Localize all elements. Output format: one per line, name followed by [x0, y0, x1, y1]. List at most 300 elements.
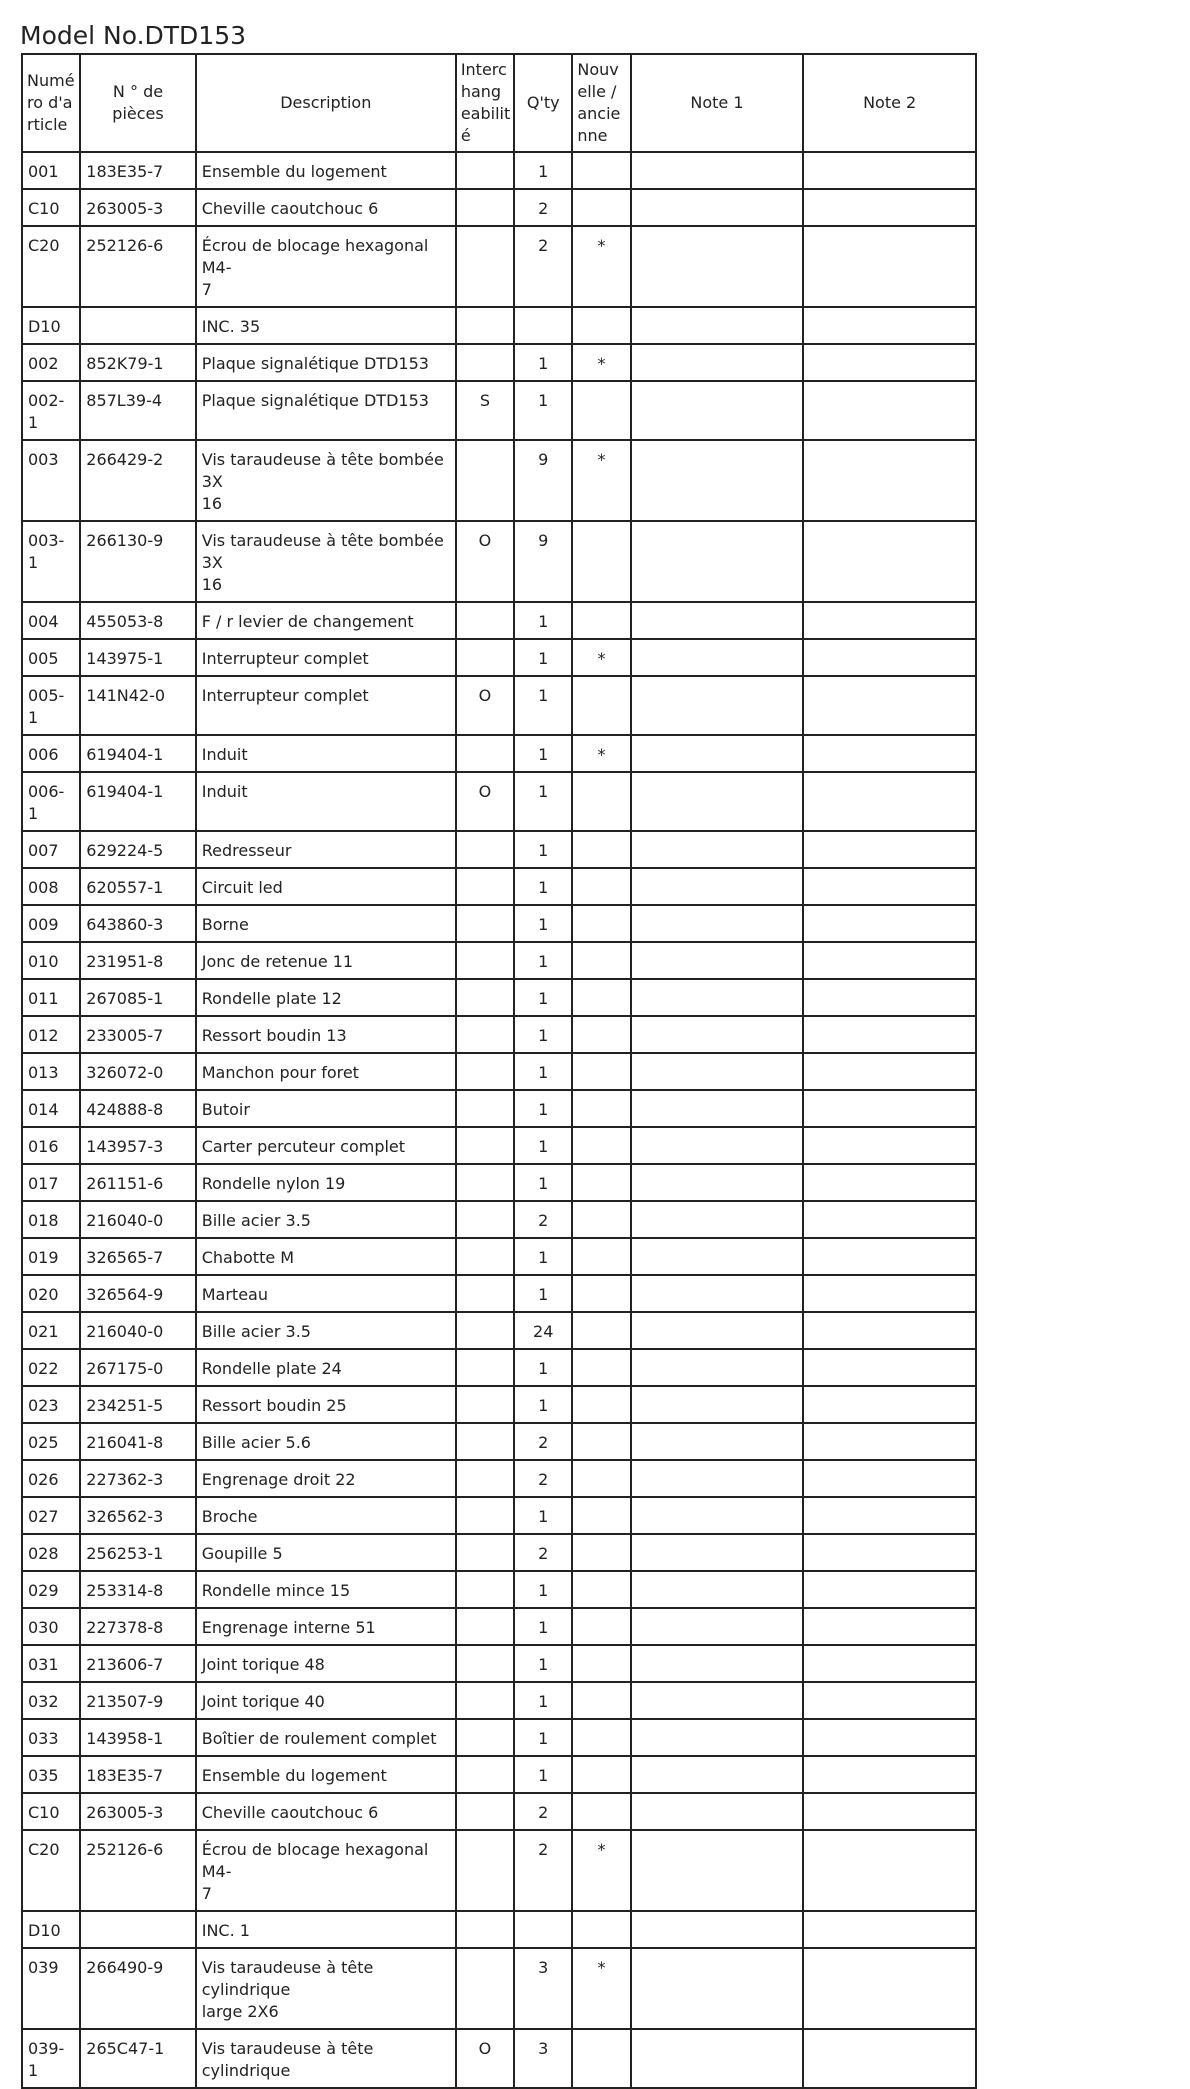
- cell-item-number: 016: [22, 1127, 80, 1164]
- cell-note-1: [631, 979, 804, 1016]
- cell-new-old: [572, 1534, 630, 1571]
- cell-quantity: 1: [514, 1090, 572, 1127]
- cell-description: Engrenage droit 22: [196, 1460, 456, 1497]
- cell-note-2: [803, 676, 976, 735]
- cell-quantity: 1: [514, 676, 572, 735]
- table-row: [22, 1164, 976, 1201]
- cell-interchangeability: [456, 1682, 514, 1719]
- cell-quantity: 1: [514, 1497, 572, 1534]
- table-row: [22, 521, 976, 602]
- cell-quantity: [514, 307, 572, 344]
- cell-part-number: 233005-7: [80, 1016, 195, 1053]
- cell-note-1: [631, 307, 804, 344]
- cell-quantity: 2: [514, 226, 572, 307]
- cell-quantity: 2: [514, 1460, 572, 1497]
- cell-item-number: 006: [22, 735, 80, 772]
- cell-note-2: [803, 735, 976, 772]
- cell-part-number: [80, 307, 195, 344]
- cell-interchangeability: [456, 602, 514, 639]
- cell-quantity: 2: [514, 1793, 572, 1830]
- cell-new-old: [572, 1423, 630, 1460]
- header-description: Description: [196, 54, 456, 152]
- page-title: Model No.DTD153: [20, 21, 247, 50]
- cell-description: Carter percuteur complet: [196, 1127, 456, 1164]
- cell-note-2: [803, 2029, 976, 2088]
- cell-new-old: [572, 905, 630, 942]
- table-row: [22, 226, 976, 307]
- cell-interchangeability: [456, 1349, 514, 1386]
- cell-new-old: [572, 979, 630, 1016]
- header-note-1: Note 1: [631, 54, 804, 152]
- cell-quantity: 1: [514, 1645, 572, 1682]
- header-part-number: N ° de pièces: [80, 54, 195, 152]
- cell-part-number: 263005-3: [80, 1793, 195, 1830]
- cell-note-2: [803, 1645, 976, 1682]
- table-row: [22, 381, 976, 440]
- cell-part-number: 143975-1: [80, 639, 195, 676]
- cell-new-old: [572, 1793, 630, 1830]
- cell-interchangeability: [456, 1608, 514, 1645]
- cell-interchangeability: [456, 1719, 514, 1756]
- cell-description: Redresseur: [196, 831, 456, 868]
- cell-item-number: 005-1: [22, 676, 80, 735]
- cell-description: Ensemble du logement: [196, 1756, 456, 1793]
- cell-quantity: 1: [514, 1571, 572, 1608]
- cell-quantity: 1: [514, 1386, 572, 1423]
- table-row: [22, 1386, 976, 1423]
- cell-quantity: 1: [514, 1349, 572, 1386]
- table-row: [22, 1756, 976, 1793]
- cell-note-2: [803, 1090, 976, 1127]
- cell-interchangeability: [456, 1830, 514, 1911]
- cell-note-1: [631, 1349, 804, 1386]
- cell-part-number: 263005-3: [80, 189, 195, 226]
- cell-part-number: 265C47-1: [80, 2029, 195, 2088]
- cell-new-old: [572, 1497, 630, 1534]
- table-row: [22, 979, 976, 1016]
- cell-new-old: *: [572, 735, 630, 772]
- cell-interchangeability: [456, 226, 514, 307]
- table-row: [22, 1238, 976, 1275]
- cell-note-2: [803, 905, 976, 942]
- cell-new-old: [572, 1053, 630, 1090]
- cell-note-2: [803, 1386, 976, 1423]
- cell-part-number: 216040-0: [80, 1312, 195, 1349]
- cell-interchangeability: [456, 1645, 514, 1682]
- cell-part-number: 213606-7: [80, 1645, 195, 1682]
- cell-interchangeability: O: [456, 521, 514, 602]
- cell-note-2: [803, 639, 976, 676]
- cell-note-2: [803, 1275, 976, 1312]
- cell-new-old: *: [572, 1830, 630, 1911]
- cell-item-number: 032: [22, 1682, 80, 1719]
- cell-note-2: [803, 1201, 976, 1238]
- cell-description: Bille acier 3.5: [196, 1312, 456, 1349]
- cell-description: Vis taraudeuse à tête cylindrique: [196, 2029, 456, 2088]
- cell-note-2: [803, 521, 976, 602]
- cell-part-number: 266429-2: [80, 440, 195, 521]
- cell-quantity: 1: [514, 1127, 572, 1164]
- cell-interchangeability: [456, 344, 514, 381]
- cell-note-2: [803, 1793, 976, 1830]
- cell-quantity: 1: [514, 152, 572, 189]
- cell-note-2: [803, 1127, 976, 1164]
- cell-interchangeability: [456, 1016, 514, 1053]
- cell-note-2: [803, 868, 976, 905]
- cell-interchangeability: [456, 735, 514, 772]
- cell-interchangeability: [456, 1275, 514, 1312]
- cell-quantity: 1: [514, 1719, 572, 1756]
- cell-item-number: 026: [22, 1460, 80, 1497]
- cell-description: Écrou de blocage hexagonal M4- 7: [196, 1830, 456, 1911]
- cell-new-old: [572, 521, 630, 602]
- table-row: [22, 772, 976, 831]
- cell-note-1: [631, 1756, 804, 1793]
- cell-new-old: [572, 1312, 630, 1349]
- table-row: [22, 344, 976, 381]
- cell-note-2: [803, 1608, 976, 1645]
- cell-note-2: [803, 1460, 976, 1497]
- cell-new-old: [572, 676, 630, 735]
- table-row: [22, 1911, 976, 1948]
- cell-note-2: [803, 1497, 976, 1534]
- cell-new-old: *: [572, 639, 630, 676]
- cell-item-number: C20: [22, 1830, 80, 1911]
- cell-description: Rondelle mince 15: [196, 1571, 456, 1608]
- cell-new-old: [572, 1127, 630, 1164]
- cell-note-2: [803, 1423, 976, 1460]
- cell-new-old: [572, 1164, 630, 1201]
- cell-description: INC. 35: [196, 307, 456, 344]
- cell-new-old: [572, 1386, 630, 1423]
- cell-description: Goupille 5: [196, 1534, 456, 1571]
- cell-quantity: 1: [514, 1238, 572, 1275]
- cell-item-number: 003-1: [22, 521, 80, 602]
- table-row: [22, 1682, 976, 1719]
- cell-item-number: 005: [22, 639, 80, 676]
- cell-quantity: 1: [514, 639, 572, 676]
- cell-description: Vis taraudeuse à tête bombée 3X 16: [196, 521, 456, 602]
- cell-part-number: 253314-8: [80, 1571, 195, 1608]
- cell-part-number: 141N42-0: [80, 676, 195, 735]
- cell-note-1: [631, 1386, 804, 1423]
- cell-interchangeability: [456, 868, 514, 905]
- cell-quantity: [514, 1911, 572, 1948]
- cell-note-2: [803, 1911, 976, 1948]
- table-row: [22, 1201, 976, 1238]
- cell-note-2: [803, 1682, 976, 1719]
- cell-new-old: [572, 868, 630, 905]
- cell-new-old: [572, 1571, 630, 1608]
- cell-note-2: [803, 772, 976, 831]
- cell-note-1: [631, 1645, 804, 1682]
- cell-interchangeability: [456, 1793, 514, 1830]
- cell-quantity: 3: [514, 1948, 572, 2029]
- cell-quantity: 1: [514, 381, 572, 440]
- cell-interchangeability: [456, 1053, 514, 1090]
- cell-description: Joint torique 48: [196, 1645, 456, 1682]
- header-quantity: Q'ty: [514, 54, 572, 152]
- cell-interchangeability: O: [456, 772, 514, 831]
- cell-quantity: 1: [514, 868, 572, 905]
- cell-description: Joint torique 40: [196, 1682, 456, 1719]
- cell-new-old: [572, 189, 630, 226]
- cell-note-2: [803, 152, 976, 189]
- cell-interchangeability: [456, 1312, 514, 1349]
- cell-item-number: 039-1: [22, 2029, 80, 2088]
- cell-part-number: 620557-1: [80, 868, 195, 905]
- cell-description: Ressort boudin 13: [196, 1016, 456, 1053]
- cell-description: Marteau: [196, 1275, 456, 1312]
- cell-note-1: [631, 905, 804, 942]
- cell-note-2: [803, 1830, 976, 1911]
- cell-quantity: 1: [514, 905, 572, 942]
- cell-note-1: [631, 602, 804, 639]
- cell-item-number: 013: [22, 1053, 80, 1090]
- cell-description: Rondelle plate 24: [196, 1349, 456, 1386]
- table-row: [22, 1053, 976, 1090]
- cell-note-2: [803, 1349, 976, 1386]
- cell-item-number: 028: [22, 1534, 80, 1571]
- cell-item-number: 004: [22, 602, 80, 639]
- cell-note-2: [803, 381, 976, 440]
- cell-description: Induit: [196, 772, 456, 831]
- cell-note-1: [631, 676, 804, 735]
- cell-item-number: C10: [22, 1793, 80, 1830]
- table-header-row: [22, 54, 976, 152]
- cell-note-1: [631, 1719, 804, 1756]
- cell-quantity: 9: [514, 521, 572, 602]
- cell-interchangeability: [456, 1948, 514, 2029]
- cell-note-2: [803, 1164, 976, 1201]
- cell-part-number: 183E35-7: [80, 152, 195, 189]
- cell-new-old: [572, 2029, 630, 2088]
- cell-description: Cheville caoutchouc 6: [196, 189, 456, 226]
- table-row: [22, 1534, 976, 1571]
- table-row: [22, 639, 976, 676]
- cell-note-1: [631, 1016, 804, 1053]
- cell-part-number: 455053-8: [80, 602, 195, 639]
- cell-item-number: 018: [22, 1201, 80, 1238]
- cell-note-1: [631, 1238, 804, 1275]
- table-row: [22, 1016, 976, 1053]
- cell-item-number: 011: [22, 979, 80, 1016]
- cell-part-number: 267175-0: [80, 1349, 195, 1386]
- cell-interchangeability: [456, 1201, 514, 1238]
- cell-part-number: 424888-8: [80, 1090, 195, 1127]
- cell-description: Induit: [196, 735, 456, 772]
- table-row: [22, 942, 976, 979]
- cell-description: Ensemble du logement: [196, 152, 456, 189]
- table-row: [22, 602, 976, 639]
- table-row: [22, 152, 976, 189]
- table-row: [22, 440, 976, 521]
- header-note-2: Note 2: [803, 54, 976, 152]
- cell-interchangeability: [456, 905, 514, 942]
- cell-interchangeability: [456, 979, 514, 1016]
- cell-note-1: [631, 2029, 804, 2088]
- cell-interchangeability: [456, 152, 514, 189]
- cell-note-1: [631, 639, 804, 676]
- cell-item-number: 020: [22, 1275, 80, 1312]
- cell-interchangeability: [456, 1423, 514, 1460]
- cell-part-number: 266130-9: [80, 521, 195, 602]
- cell-quantity: 1: [514, 979, 572, 1016]
- cell-interchangeability: [456, 942, 514, 979]
- cell-note-1: [631, 521, 804, 602]
- cell-note-1: [631, 1090, 804, 1127]
- cell-interchangeability: [456, 1164, 514, 1201]
- cell-note-2: [803, 189, 976, 226]
- table-row: [22, 1793, 976, 1830]
- cell-part-number: 326562-3: [80, 1497, 195, 1534]
- cell-note-1: [631, 735, 804, 772]
- cell-quantity: 3: [514, 2029, 572, 2088]
- cell-quantity: 2: [514, 1830, 572, 1911]
- cell-interchangeability: [456, 189, 514, 226]
- cell-note-1: [631, 1830, 804, 1911]
- cell-item-number: 033: [22, 1719, 80, 1756]
- cell-note-2: [803, 226, 976, 307]
- cell-quantity: 1: [514, 344, 572, 381]
- table-row: [22, 2029, 976, 2088]
- table-row: [22, 868, 976, 905]
- cell-item-number: D10: [22, 307, 80, 344]
- cell-note-1: [631, 226, 804, 307]
- cell-interchangeability: [456, 1238, 514, 1275]
- table-row: [22, 1645, 976, 1682]
- cell-interchangeability: [456, 639, 514, 676]
- cell-part-number: 143958-1: [80, 1719, 195, 1756]
- cell-note-1: [631, 189, 804, 226]
- cell-note-2: [803, 1053, 976, 1090]
- cell-new-old: [572, 1460, 630, 1497]
- cell-quantity: 1: [514, 1053, 572, 1090]
- cell-item-number: 014: [22, 1090, 80, 1127]
- cell-quantity: 24: [514, 1312, 572, 1349]
- cell-description: Vis taraudeuse à tête bombée 3X 16: [196, 440, 456, 521]
- cell-item-number: 022: [22, 1349, 80, 1386]
- cell-note-1: [631, 1571, 804, 1608]
- cell-new-old: [572, 1275, 630, 1312]
- cell-item-number: 021: [22, 1312, 80, 1349]
- cell-note-2: [803, 1312, 976, 1349]
- cell-note-2: [803, 1948, 976, 2029]
- cell-item-number: C20: [22, 226, 80, 307]
- cell-description: Plaque signalétique DTD153: [196, 381, 456, 440]
- cell-part-number: 266490-9: [80, 1948, 195, 2029]
- cell-item-number: 019: [22, 1238, 80, 1275]
- cell-note-2: [803, 831, 976, 868]
- cell-item-number: 030: [22, 1608, 80, 1645]
- cell-description: Rondelle plate 12: [196, 979, 456, 1016]
- cell-new-old: [572, 1016, 630, 1053]
- cell-part-number: 326564-9: [80, 1275, 195, 1312]
- cell-quantity: 2: [514, 1201, 572, 1238]
- cell-interchangeability: O: [456, 2029, 514, 2088]
- cell-new-old: *: [572, 1948, 630, 2029]
- cell-quantity: 1: [514, 1016, 572, 1053]
- cell-note-1: [631, 1423, 804, 1460]
- cell-note-1: [631, 831, 804, 868]
- cell-note-2: [803, 979, 976, 1016]
- cell-note-1: [631, 1201, 804, 1238]
- cell-new-old: *: [572, 440, 630, 521]
- cell-description: Interrupteur complet: [196, 639, 456, 676]
- cell-description: F / r levier de changement: [196, 602, 456, 639]
- cell-interchangeability: [456, 831, 514, 868]
- cell-description: Butoir: [196, 1090, 456, 1127]
- cell-description: Écrou de blocage hexagonal M4- 7: [196, 226, 456, 307]
- cell-item-number: 009: [22, 905, 80, 942]
- cell-description: Manchon pour foret: [196, 1053, 456, 1090]
- cell-note-2: [803, 942, 976, 979]
- cell-new-old: [572, 152, 630, 189]
- cell-interchangeability: [456, 1497, 514, 1534]
- cell-description: Cheville caoutchouc 6: [196, 1793, 456, 1830]
- cell-note-1: [631, 1497, 804, 1534]
- cell-note-2: [803, 1571, 976, 1608]
- cell-note-1: [631, 868, 804, 905]
- cell-part-number: 267085-1: [80, 979, 195, 1016]
- cell-part-number: [80, 1911, 195, 1948]
- cell-description: Boîtier de roulement complet: [196, 1719, 456, 1756]
- table-row: [22, 1497, 976, 1534]
- cell-quantity: 2: [514, 1423, 572, 1460]
- cell-new-old: *: [572, 226, 630, 307]
- cell-item-number: 027: [22, 1497, 80, 1534]
- cell-description: Chabotte M: [196, 1238, 456, 1275]
- table-row: [22, 189, 976, 226]
- cell-interchangeability: [456, 440, 514, 521]
- cell-note-2: [803, 1534, 976, 1571]
- cell-note-1: [631, 942, 804, 979]
- cell-description: INC. 1: [196, 1911, 456, 1948]
- header-item-number: Numé ro d'a rticle: [22, 54, 80, 152]
- cell-item-number: 007: [22, 831, 80, 868]
- cell-note-1: [631, 1127, 804, 1164]
- header-new-old: Nouv elle / ancie nne: [572, 54, 630, 152]
- cell-note-1: [631, 1608, 804, 1645]
- cell-part-number: 326072-0: [80, 1053, 195, 1090]
- cell-part-number: 857L39-4: [80, 381, 195, 440]
- cell-part-number: 619404-1: [80, 735, 195, 772]
- cell-quantity: 1: [514, 735, 572, 772]
- cell-part-number: 252126-6: [80, 1830, 195, 1911]
- cell-description: Bille acier 5.6: [196, 1423, 456, 1460]
- cell-new-old: [572, 1349, 630, 1386]
- parts-table: [21, 53, 977, 2089]
- cell-new-old: [572, 772, 630, 831]
- cell-interchangeability: [456, 1090, 514, 1127]
- cell-new-old: [572, 602, 630, 639]
- cell-item-number: 010: [22, 942, 80, 979]
- cell-item-number: 017: [22, 1164, 80, 1201]
- cell-item-number: 025: [22, 1423, 80, 1460]
- cell-new-old: [572, 307, 630, 344]
- cell-item-number: 006-1: [22, 772, 80, 831]
- table-row: [22, 1571, 976, 1608]
- parts-table-body: [22, 152, 976, 2088]
- cell-note-1: [631, 344, 804, 381]
- cell-quantity: 1: [514, 772, 572, 831]
- cell-part-number: 619404-1: [80, 772, 195, 831]
- cell-note-1: [631, 1164, 804, 1201]
- cell-note-1: [631, 381, 804, 440]
- cell-description: Borne: [196, 905, 456, 942]
- cell-note-1: [631, 1948, 804, 2029]
- table-row: [22, 1090, 976, 1127]
